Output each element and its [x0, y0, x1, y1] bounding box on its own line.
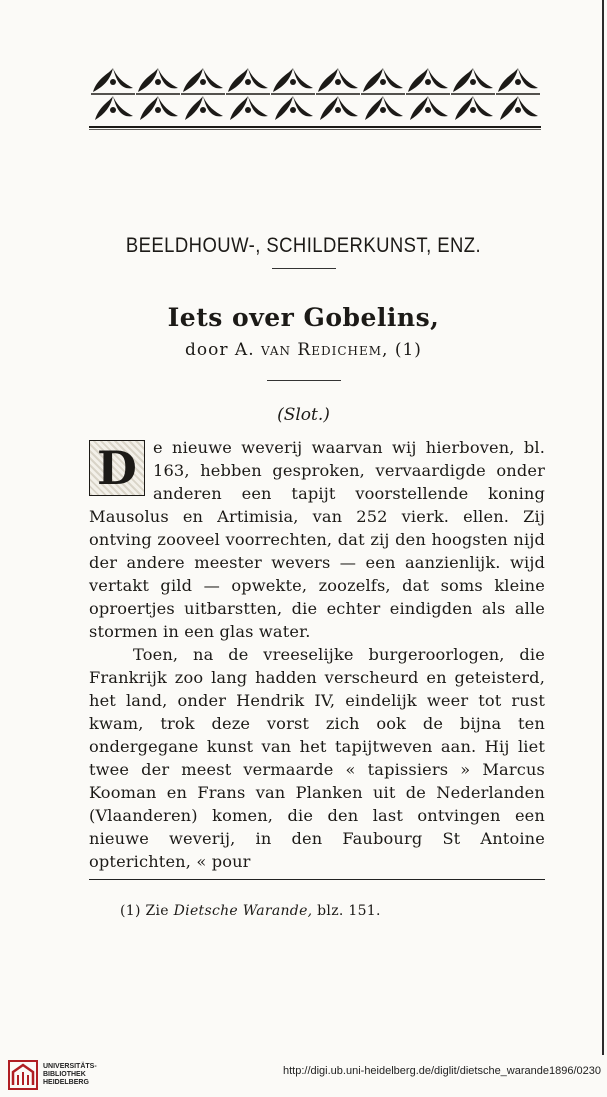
library-line-2: BIBLIOTHEK — [43, 1071, 86, 1078]
article-body — [89, 436, 545, 873]
dropcap-letter: D — [96, 441, 138, 495]
footnote-work: Dietsche Warande, — [173, 903, 313, 919]
ornamental-header-band — [89, 64, 541, 124]
source-url-link[interactable]: http://digi.ub.uni-heidelberg.de/diglit/dietsche_warande1896/0230 — [282, 1065, 601, 1077]
byline-footnote-ref: (1) — [394, 340, 422, 360]
byline-author: A. van Redichem, — [234, 340, 389, 360]
footnote-prefix: (1) Zie — [120, 903, 169, 919]
paragraph-1-text: e nieuwe weverij waarvan wij hierboven, bl. 163, hebben gesproken, vervaardigde onder anderen een tapijt voorstellende koning Mausolus en Artimisia, van 252 vierk. ellen. Zij ontving zooveel voorrechten, dat zij den hoogsten nijd der andere meester wevers — een aanzienlijk. wijd vertakt gild — opwekte, zoozelfs, dat soms kleine oproertjes uitbarstten, die echter eindigden als alle stormen in een glas water. — [89, 438, 545, 641]
byline — [0, 340, 607, 360]
ornament-rule-thick — [89, 126, 541, 128]
title-divider — [272, 268, 336, 269]
section-title: BEELDHOUW-, SCHILDERKUNST, ENZ. — [125, 234, 482, 257]
byline-prefix: door — [185, 340, 229, 360]
library-line-1: UNIVERSITÄTS- — [43, 1063, 97, 1070]
article-subtitle: (Slot.) — [277, 405, 330, 425]
library-line-3: HEIDELBERG — [43, 1079, 89, 1086]
paragraph-2: Toen, na de vreeselijke burgeroorlogen, die Frankrijk zoo lang hadden verscheurd en geteisterd, het land, onder Hendrik IV, eindelijk weer tot rust kwam, trok deze vorst zich ook de bijna ten ondergegane kunst van het tapijtweven aan. Hij liet twee der meest vermaarde « tapissiers » Marcus Kooman en Frans van Planken uit de Nederlanden (Vlaanderen) komen, die den last ontvingen een nieuwe weverij, in den Faubourg St Antoine opterichten, « pour — [89, 645, 545, 871]
ornament-rule-thin — [89, 129, 541, 130]
byline-divider — [267, 380, 341, 381]
paragraph-1 — [89, 436, 545, 643]
footnote-suffix: blz. 151. — [317, 903, 381, 919]
article-title: Iets over Gobelins, — [167, 303, 440, 332]
page-edge-rule — [602, 0, 604, 1055]
university-library-logo-icon — [8, 1060, 38, 1090]
footnote — [120, 903, 381, 919]
dropcap-initial — [89, 440, 145, 496]
library-name — [43, 1063, 97, 1087]
footnote-divider — [89, 879, 545, 880]
